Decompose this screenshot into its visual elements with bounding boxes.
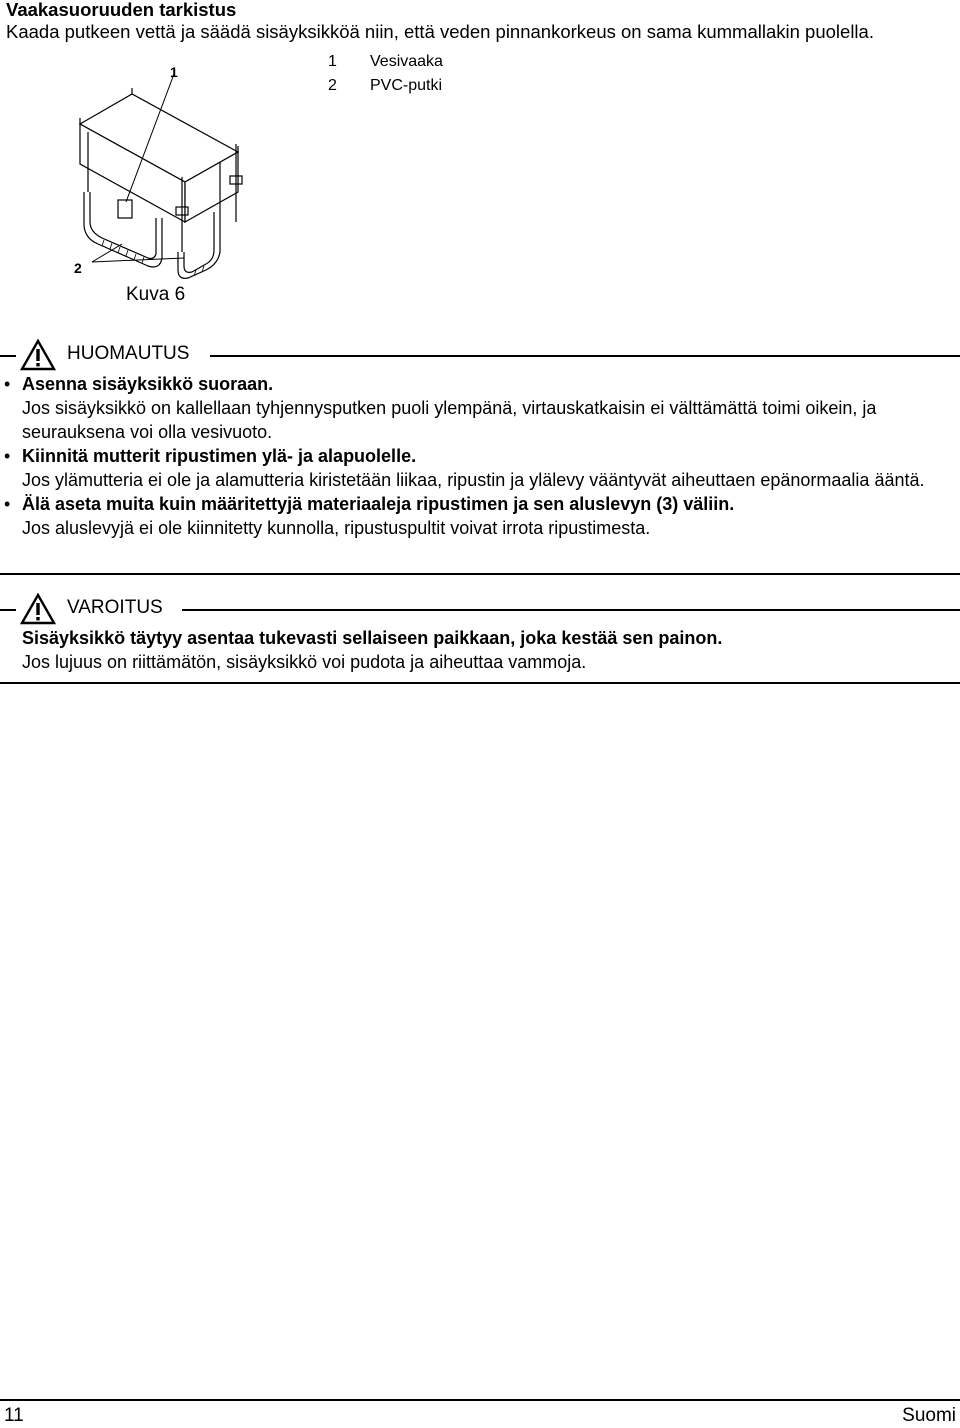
figure-legend xyxy=(328,50,443,98)
legend-number: 2 xyxy=(328,77,337,94)
section-intro: Kaada putkeen vettä ja säädä sisäyksikköä niin, että veden pinnankorkeus on sama kummallakin puolella. xyxy=(6,21,874,42)
legend-number: 1 xyxy=(328,53,337,70)
footer-rule xyxy=(0,1399,960,1401)
warning-heading: Sisäyksikkö täytyy asentaa tukevasti sellaiseen paikkaan, joka kestää sen painon. xyxy=(22,628,723,648)
bullet: • xyxy=(4,446,11,466)
caution-item xyxy=(0,372,960,444)
legend-item xyxy=(328,74,443,98)
legend-label: Vesivaaka xyxy=(370,53,443,70)
indoor-unit-drawing xyxy=(60,52,280,292)
warning-box xyxy=(0,592,960,674)
caution-header xyxy=(0,338,960,372)
language-label: Suomi xyxy=(902,1405,956,1426)
page-number: 11 xyxy=(4,1405,24,1426)
caution-item xyxy=(0,492,960,540)
caution-item xyxy=(0,444,960,492)
figure-caption: Kuva 6 xyxy=(126,284,186,305)
callout-1: 1 xyxy=(170,64,178,80)
warning-text: Jos lujuus on riittämätön, sisäyksikkö voi pudota ja aiheuttaa vammoja. xyxy=(22,652,587,672)
caution-label: HUOMAUTUS xyxy=(67,342,197,366)
header-rule xyxy=(182,609,960,611)
caution-bottom-rule xyxy=(0,573,960,575)
header-rule xyxy=(0,355,16,357)
caution-item-heading: Asenna sisäyksikkö suoraan. xyxy=(22,374,274,394)
header-rule xyxy=(210,355,960,357)
caution-item-text: Jos ylämutteria ei ole ja alamutteria kiristetään liikaa, ripustin ja ylälevy vääntyvät aiheuttaen epänormaalia ääntä. xyxy=(22,470,925,490)
header-rule xyxy=(0,609,16,611)
warning-triangle-icon xyxy=(20,339,56,371)
legend-label: PVC-putki xyxy=(370,77,443,94)
caution-item-heading: Kiinnitä mutterit ripustimen ylä- ja alapuolelle. xyxy=(22,446,417,466)
warning-header xyxy=(0,592,960,626)
legend-item xyxy=(328,50,443,74)
warning-label: VAROITUS xyxy=(67,596,171,620)
bullet: • xyxy=(4,494,11,514)
caution-item-text: Jos sisäyksikkö on kallellaan tyhjennysputken puoli ylempänä, virtauskatkaisin ei välttämättä toimi oikein, ja seurauksena voi olla vesivuoto. xyxy=(22,398,877,442)
warning-triangle-icon xyxy=(20,593,56,625)
warning-bottom-rule xyxy=(0,682,960,684)
caution-item-heading: Älä aseta muita kuin määritettyjä materiaaleja ripustimen ja sen aluslevyn (3) väliin. xyxy=(22,494,735,514)
section-title: Vaakasuoruuden tarkistus xyxy=(6,0,237,20)
caution-box xyxy=(0,338,960,540)
caution-item-text: Jos aluslevyjä ei ole kiinnitetty kunnolla, ripustuspultit voivat irrota ripustimesta. xyxy=(22,518,651,538)
caution-list xyxy=(0,372,960,540)
figure-illustration xyxy=(60,52,280,292)
callout-2: 2 xyxy=(74,260,82,276)
bullet: • xyxy=(4,374,11,394)
